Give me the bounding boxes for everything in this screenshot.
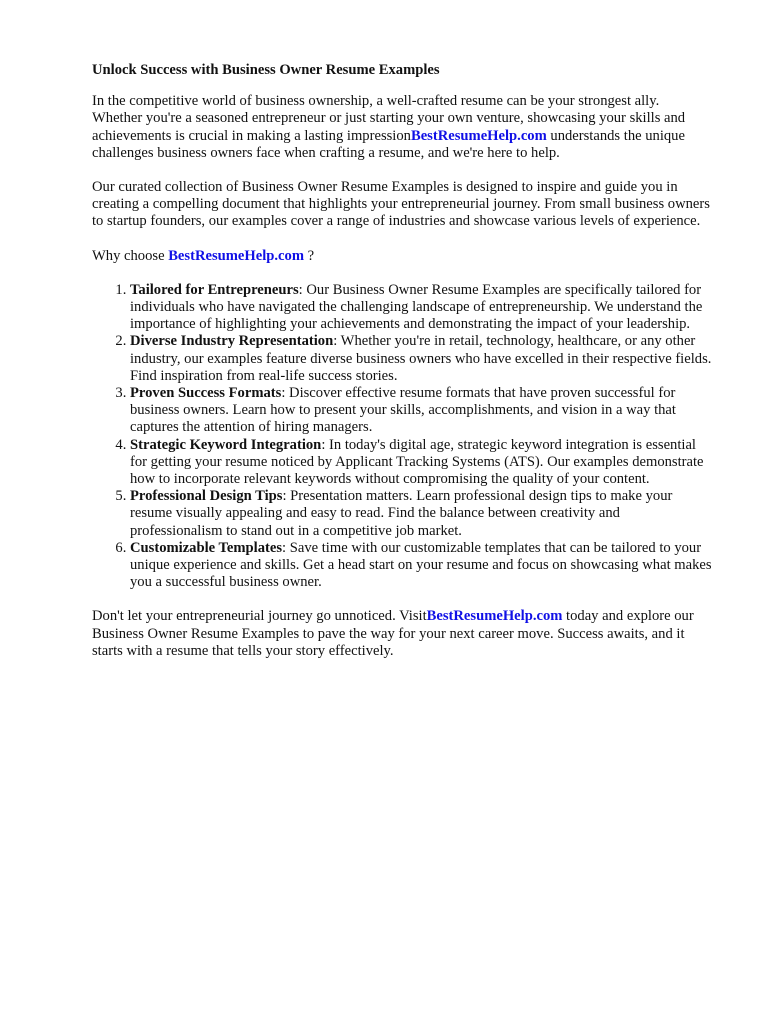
brand-link[interactable]: BestResumeHelp.com bbox=[168, 247, 304, 264]
closing-text-before: Don't let your entrepreneurial journey go unnoticed. Visit bbox=[92, 608, 427, 625]
list-item-term: Strategic Keyword Integration bbox=[130, 436, 322, 453]
intro-text-before: In the competitive world of business ownership, a well-crafted resume can be your strongest ally. Whether you're a seasoned entrepreneur or just starting your own venture, showcasing your skills and achievements is crucial in making a lasting impression bbox=[92, 93, 686, 144]
why-choose-line bbox=[92, 248, 712, 265]
closing-paragraph bbox=[92, 608, 712, 660]
intro-text-after: understands the unique challenges business owners face when crafting a resume, and we're here to help. bbox=[92, 127, 685, 161]
benefits-list bbox=[92, 282, 712, 592]
list-item-term: Customizable Templates bbox=[130, 539, 283, 556]
list-item-term: Professional Design Tips bbox=[130, 488, 283, 505]
list-item-term: Proven Success Formats bbox=[130, 385, 282, 402]
list-item bbox=[130, 540, 712, 592]
list-item-text: : Our Business Owner Resume Examples are specifically tailored for individuals who have navigated the challenging landscape of entrepreneurship. We understand the importance of highlighting your achievements and demonstrating the impact of your leadership. bbox=[130, 281, 703, 333]
list-item-text: : Presentation matters. Learn professional design tips to make your resume visually appealing and easy to read. Find the balance between creativity and professionalism to stand out in a competitive job market. bbox=[130, 488, 673, 539]
why-text-before: Why choose bbox=[92, 247, 169, 264]
list-item-term: Diverse Industry Representation bbox=[130, 333, 334, 350]
brand-link[interactable]: BestResumeHelp.com bbox=[426, 608, 563, 625]
list-item bbox=[130, 333, 712, 385]
list-item-text: : Discover effective resume formats that have proven successful for business owners. Learn how to present your skills, accomplishments, and vision in a way that captures the attention of hiring managers. bbox=[130, 385, 676, 436]
list-item-text: : In today's digital age, strategic keyword integration is essential for getting your resume noticed by Applicant Tracking Systems (ATS). Our examples demonstrate how to incorporate relevant keywords without compromising the quality of your content. bbox=[130, 436, 704, 488]
list-item-text: : Save time with our customizable templates that can be tailored to your unique experience and skills. Get a head start on your resume and focus on showcasing what makes you a successful business owner. bbox=[130, 539, 712, 591]
why-text-after: ? bbox=[303, 247, 315, 264]
document-page bbox=[92, 62, 712, 677]
list-item-term: Tailored for Entrepreneurs bbox=[130, 281, 299, 298]
list-item bbox=[130, 385, 712, 437]
collection-paragraph: Our curated collection of Business Owner Resume Examples is designed to inspire and guide you in creating a compelling document that highlights your entrepreneurial journey. From small business owners to startup founders, our examples cover a range of industries and showcase various levels of experience. bbox=[92, 179, 710, 230]
document-title: Unlock Success with Business Owner Resume Examples bbox=[92, 62, 440, 78]
closing-text-after: today and explore our Business Owner Resume Examples to pave the way for your next career move. Success awaits, and it starts with a resume that tells your story effectively. bbox=[92, 608, 694, 659]
intro-paragraph bbox=[92, 93, 712, 162]
list-item-text: : Whether you're in retail, technology, healthcare, or any other industry, our examples feature diverse business owners who have excelled in their respective fields. Find inspiration from real-life success stories. bbox=[130, 333, 712, 384]
brand-link[interactable]: BestResumeHelp.com bbox=[410, 127, 547, 144]
list-item bbox=[130, 488, 712, 540]
list-item bbox=[130, 282, 712, 334]
list-item bbox=[130, 437, 712, 489]
